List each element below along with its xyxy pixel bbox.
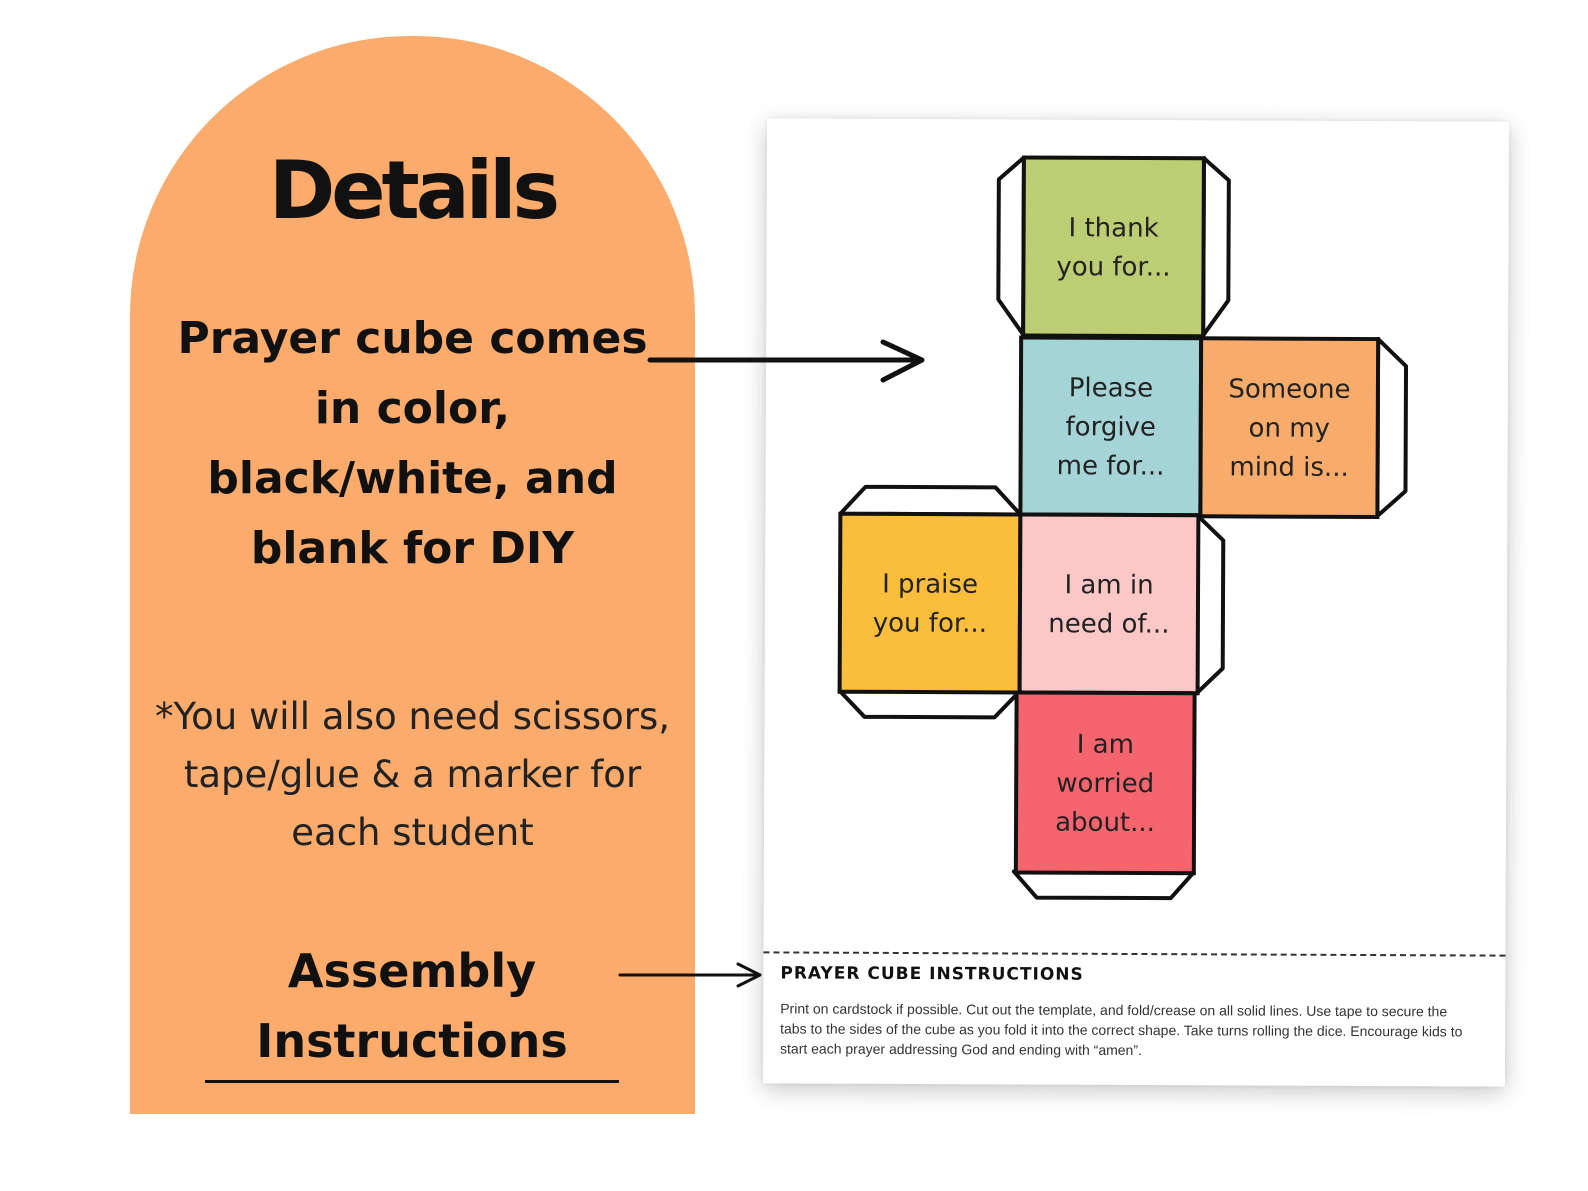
- cube-face-middle-line: me for...: [1056, 451, 1165, 482]
- cube-face-right-line: on my: [1248, 413, 1331, 444]
- tab-top-right: [1203, 158, 1229, 335]
- cube-face-left-line: you for...: [872, 608, 988, 639]
- cut-line: [763, 951, 1505, 956]
- tab-center-right: [1197, 515, 1224, 693]
- cube-face-right-line: mind is...: [1229, 452, 1349, 483]
- cube-net: [763, 118, 1509, 951]
- instructions-body: Print on cardstock if possible. Cut out the template, and fold/crease on all solid lines. Use tape to secure the tabs to the sides of the cube as you fold it into the correct shape. Take turns rolling the dice. Encourage kids to start each prayer addressing God and ending with “amen”.: [780, 1000, 1463, 1059]
- prayer-cube-sheet: [763, 118, 1509, 1086]
- tab-right: [1377, 339, 1406, 516]
- cube-face-center: [1020, 514, 1199, 693]
- instructions-title: PRAYER CUBE INSTRUCTIONS: [780, 963, 1084, 985]
- cube-face-center-line: need of...: [1048, 609, 1170, 640]
- cube-face-left: [840, 514, 1021, 693]
- cube-face-bottom-line: about...: [1055, 807, 1156, 839]
- assembly-instructions-label: Assembly Instructions: [205, 936, 619, 1083]
- details-title: Details: [268, 144, 557, 237]
- cube-face-left-line: I praise: [882, 569, 979, 600]
- tab-left-bottom: [839, 691, 1019, 718]
- cube-face-bottom-line: I am: [1076, 729, 1135, 760]
- cube-face-bottom-line: worried: [1056, 768, 1155, 800]
- cube-face-middle-line: Please: [1068, 373, 1154, 404]
- cube-face-top: [1023, 158, 1204, 337]
- tab-top-left: [998, 157, 1024, 334]
- cube-face-center-line: I am in: [1064, 570, 1154, 601]
- cube-face-top-line: you for...: [1056, 252, 1171, 283]
- tab-bottom: [1014, 871, 1194, 898]
- cube-face-right-line: Someone: [1228, 374, 1351, 405]
- tab-left-top: [840, 487, 1020, 515]
- cube-face-top-line: I thank: [1068, 213, 1159, 244]
- cube-face-middle-line: forgive: [1065, 412, 1157, 443]
- details-panel: [130, 36, 695, 1114]
- feature-text: Prayer cube comes in color, black/white, and blank for DIY: [177, 313, 648, 574]
- supplies-note: *You will also need scissors, tape/glue & a marker for each student: [154, 695, 671, 854]
